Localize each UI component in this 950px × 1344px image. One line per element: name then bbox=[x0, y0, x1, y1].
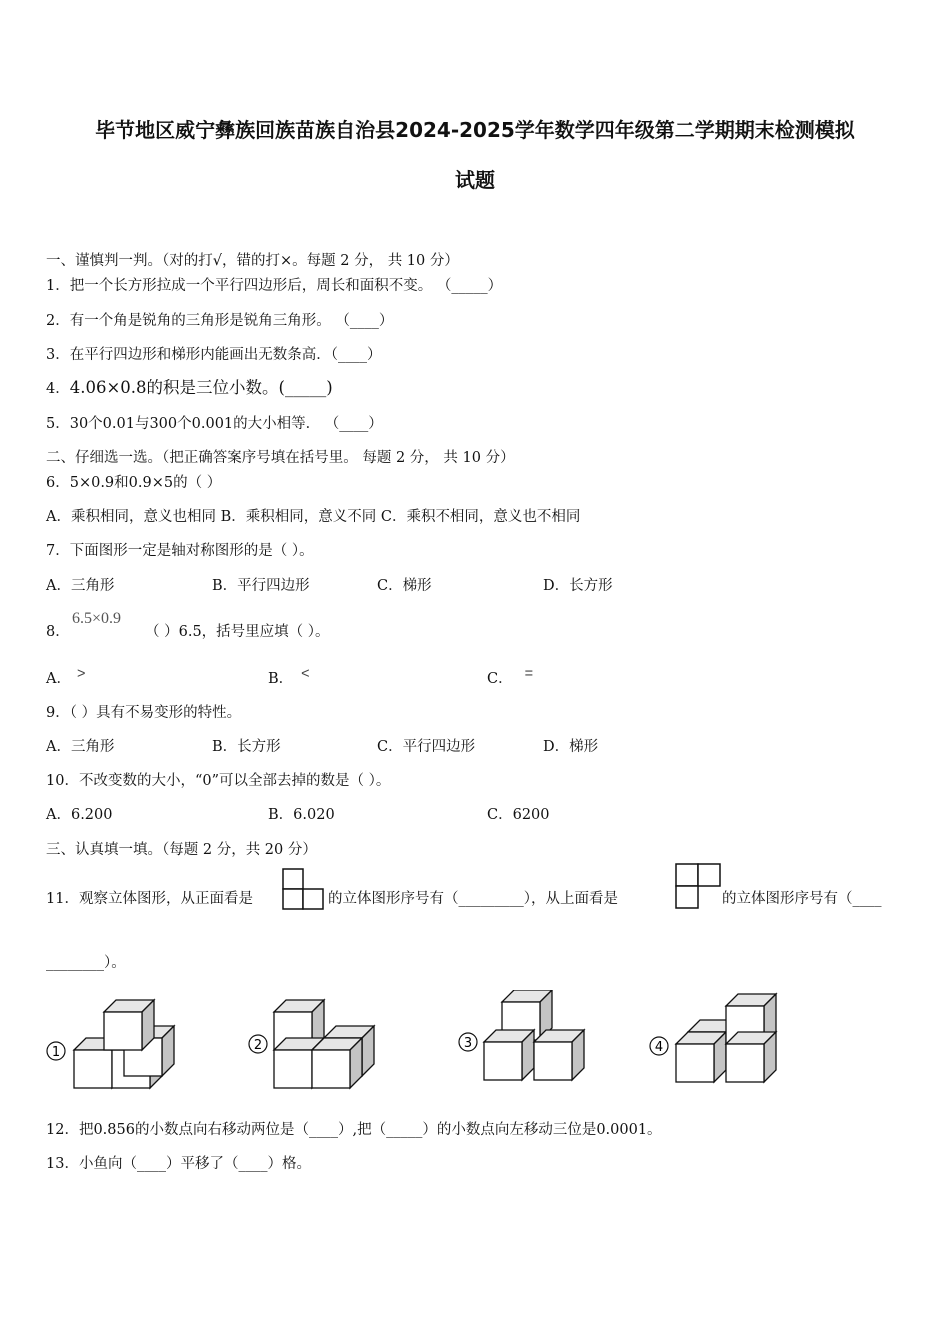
question-8-text: （ ）6.5，括号里应填（ ）。 bbox=[145, 624, 330, 640]
q8-option-a-label: A． bbox=[46, 671, 71, 687]
section2-heading: 二、仔细选一选。（把正确答案序号填在括号里。 每题 2 分， 共 10 分） bbox=[46, 450, 515, 466]
q7-option-a: A．三角形 bbox=[46, 578, 115, 594]
figure-2 bbox=[249, 1000, 374, 1088]
q9-option-c: C．平行四边形 bbox=[377, 739, 476, 755]
top-view-shape-icon bbox=[674, 862, 722, 910]
q7-option-c: C．梯形 bbox=[377, 578, 432, 594]
question-11-part1: 11．观察立体图形，从正面看是 bbox=[46, 891, 253, 907]
question-13: 13．小鱼向（____）平移了（____）格。 bbox=[46, 1156, 311, 1172]
cube-figures bbox=[40, 990, 920, 1100]
q8-option-b-symbol: < bbox=[301, 666, 310, 682]
q8-option-c-label: C． bbox=[487, 671, 513, 687]
q8-expression: 6.5×0.9 bbox=[72, 610, 122, 627]
q8-option-c-symbol: = bbox=[524, 666, 534, 682]
question-2: 2．有一个角是锐角的三角形是锐角三角形。 （____） bbox=[46, 313, 394, 329]
q9-option-b: B．长方形 bbox=[212, 739, 281, 755]
figure-1-label: 1 bbox=[51, 1045, 61, 1060]
front-view-shape-icon bbox=[282, 868, 326, 910]
q8-option-b bbox=[268, 666, 310, 689]
section3-heading: 三、认真填一填。（每题 2 分，共 20 分） bbox=[46, 842, 317, 858]
question-4-text: 4.06×0.8的积是三位小数。(_____) bbox=[69, 378, 333, 397]
q7-option-b: B．平行四边形 bbox=[212, 578, 310, 594]
question-3: 3．在平行四边形和梯形内能画出无数条高．（____） bbox=[46, 347, 382, 363]
q9-option-d: D．梯形 bbox=[543, 739, 599, 755]
question-4-number: 4． bbox=[46, 381, 70, 397]
figure-2-label: 2 bbox=[253, 1038, 263, 1053]
q8-option-b-label: B． bbox=[268, 671, 294, 687]
q10-option-b: B．6.020 bbox=[268, 807, 335, 823]
question-10: 10．不改变数的大小，“0”可以全部去掉的数是（ ）。 bbox=[46, 773, 391, 789]
q8-option-a-symbol: > bbox=[76, 666, 86, 682]
q7-option-d: D．长方形 bbox=[543, 578, 613, 594]
question-1: 1．把一个长方形拉成一个平行四边形后，周长和面积不变。 （_____） bbox=[46, 278, 503, 294]
exam-title-line2: 试题 bbox=[455, 168, 495, 192]
figure-4 bbox=[650, 994, 776, 1082]
question-5: 5．30个0.01与300个0.001的大小相等． （____） bbox=[46, 416, 383, 432]
question-11-part2: 的立体图形序号有（_________），从上面看是 bbox=[328, 891, 618, 907]
figure-3-label: 3 bbox=[463, 1036, 473, 1051]
exam-title-line1: 毕节地区威宁彝族回族苗族自治县2024-2025学年数学四年级第二学期期末检测模拟 bbox=[95, 118, 855, 142]
question-11-part3: 的立体图形序号有（____ bbox=[722, 891, 882, 907]
q10-option-c: C．6200 bbox=[487, 807, 550, 823]
question-4 bbox=[46, 378, 333, 399]
question-8-number: 8． bbox=[46, 624, 70, 640]
question-11-line2: ________）。 bbox=[46, 955, 126, 971]
q10-option-a: A．6.200 bbox=[46, 807, 113, 823]
question-6: 6．5×0.9和0.9×5的（ ） bbox=[46, 475, 222, 491]
question-9: 9．（ ）具有不易变形的特性。 bbox=[46, 705, 242, 721]
figure-1 bbox=[47, 1000, 174, 1088]
q8-option-a bbox=[46, 666, 86, 689]
figure-4-label: 4 bbox=[654, 1040, 664, 1055]
figure-3 bbox=[459, 990, 584, 1080]
q9-option-a: A．三角形 bbox=[46, 739, 115, 755]
section1-heading: 一、谨慎判一判。（对的打√，错的打×。每题 2 分， 共 10 分） bbox=[46, 253, 459, 269]
question-12: 12．把0.856的小数点向右移动两位是（____）,把（_____）的小数点向左移动三位是0.0001。 bbox=[46, 1122, 662, 1138]
question-7: 7．下面图形一定是轴对称图形的是（ ）。 bbox=[46, 543, 314, 559]
q8-option-c bbox=[487, 666, 534, 689]
question-6-options: A．乘积相同，意义也相同 B．乘积相同，意义不同 C．乘积不相同，意义也不相同 bbox=[46, 509, 581, 525]
